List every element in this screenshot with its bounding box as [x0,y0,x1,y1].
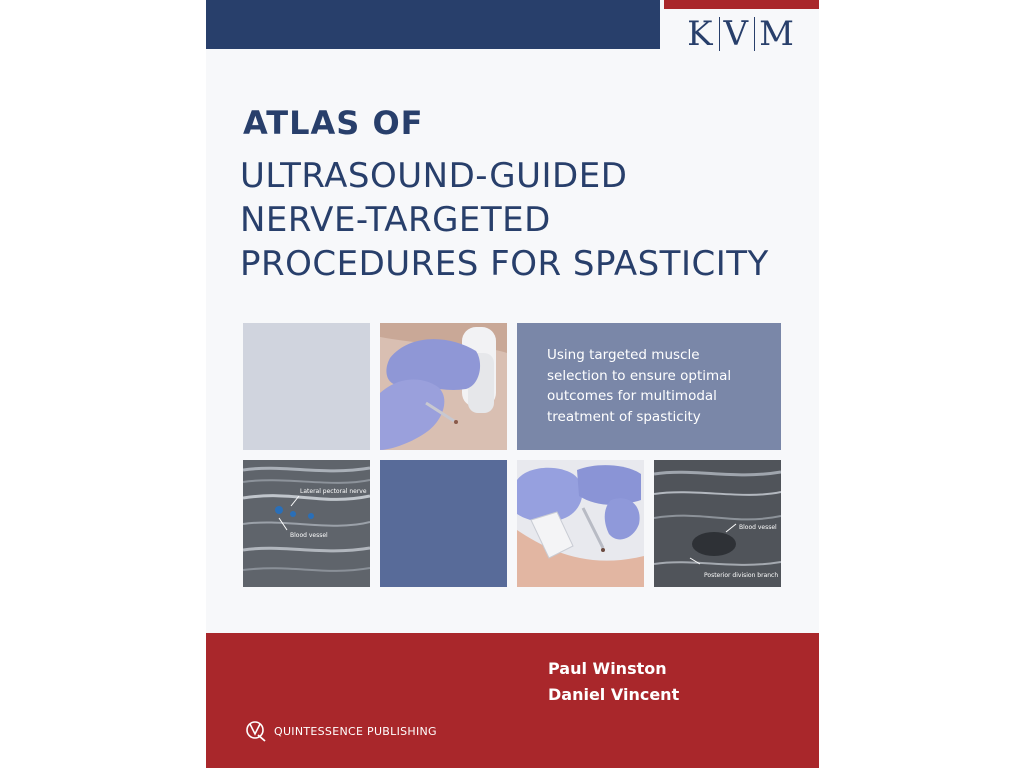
injection-photo-arm [517,460,644,587]
light-grey-tile [243,323,370,450]
author-name-2: Daniel Vincent [548,685,680,704]
author-band [206,633,819,768]
book-cover [206,0,819,768]
top-red-bar [664,0,819,9]
publisher-name: QUINTESSENCE PUBLISHING [274,724,437,738]
label-lateral-pectoral-nerve: Lateral pectoral nerve [300,488,367,495]
label-blood-vessel-2: Blood vessel [739,524,777,531]
label-posterior-division-branch: Posterior division branch [704,572,779,579]
blurb-tile [517,323,781,450]
ultrasound-image-posterior [654,460,781,587]
title-atlas-of: ATLAS OF [243,104,424,142]
title-line-3: NERVE-TARGETED [240,200,551,240]
quintessence-logo-icon [244,720,268,742]
kvm-letter-v: V [723,14,751,54]
kvm-logo [664,12,819,56]
injection-photo-neck-illustration [380,323,507,450]
title-line-2: ULTRASOUND-GUIDED [240,156,628,196]
ultrasound-texture [243,460,370,587]
injection-photo-neck [380,323,507,450]
kvm-letter-m: M [759,14,796,54]
label-blood-vessel: Blood vessel [290,532,328,539]
ultrasound-image-pectoral [243,460,370,587]
cover-blurb: Using targeted muscle selection to ensure optimal outcomes for multimodal treatment of spasticity [547,347,732,425]
blue-tile [380,460,507,587]
injection-photo-arm-illustration [517,460,644,587]
kvm-divider [719,17,720,51]
author-name-1: Paul Winston [548,659,667,678]
title-line-4: PROCEDURES FOR SPASTICITY [240,244,769,284]
kvm-letter-k: K [687,14,715,54]
kvm-divider [754,17,755,51]
publisher-mark [244,720,437,742]
top-navy-bar [206,0,660,49]
